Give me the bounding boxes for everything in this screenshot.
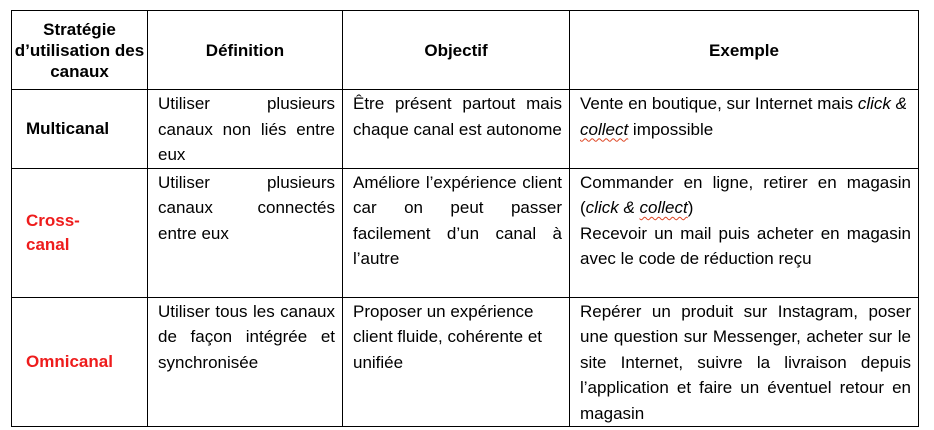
header-example: Exemple [570, 11, 919, 90]
table-row [12, 297, 919, 427]
table-row [12, 90, 919, 169]
row-label-cross-canal [12, 168, 148, 297]
example-italic: collect [580, 119, 629, 139]
header-strategy: Stratégie d’utilisation des canaux [12, 11, 148, 90]
row-label-multicanal: Multicanal [12, 90, 148, 169]
example-text: impossible [628, 119, 714, 139]
example-italic: & [890, 94, 907, 113]
objective-cell: Améliore l’expérience client car on peut passer facilement d’un canal à l’autre [343, 168, 570, 297]
header-row [12, 11, 919, 90]
definition-cell: Utiliser plusieurs canaux connectés entre eux [148, 168, 343, 297]
example-text: Commander en ligne, retirer en magasin ( [580, 172, 911, 217]
objective-cell: Proposer un expérience client fluide, cohérente et unifiée [343, 297, 570, 427]
definition-cell: Utiliser plusieurs canaux non liés entre eux [148, 90, 343, 169]
channel-strategy-table [11, 10, 919, 427]
example-text: Vente en boutique, sur Internet mais [580, 94, 858, 113]
header-objective: Objectif [343, 11, 570, 90]
table-row [12, 168, 919, 297]
example-italic: click [585, 198, 619, 217]
example-text-line2: Recevoir un mail puis acheter en magasin avec le code de réduction reçu [580, 223, 911, 268]
row-label-omnicanal: Omnicanal [12, 297, 148, 427]
row-label-text: Cross-canal [26, 210, 80, 254]
example-cell: Repérer un produit sur Instagram, poser une question sur Messenger, acheter sur le site Internet, suivre la livraison depuis l’application et faire un éventuel retour en magasin [570, 297, 919, 427]
example-italic: & [618, 198, 640, 217]
header-definition: Définition [148, 11, 343, 90]
example-cell [570, 168, 919, 297]
definition-cell: Utiliser tous les canaux de façon intégrée et synchronisée [148, 297, 343, 427]
objective-cell: Être présent partout mais chaque canal est autonome [343, 90, 570, 169]
example-italic: click [857, 94, 891, 113]
example-text: ) [687, 198, 694, 217]
example-cell [570, 90, 919, 169]
example-italic: collect [639, 198, 688, 217]
